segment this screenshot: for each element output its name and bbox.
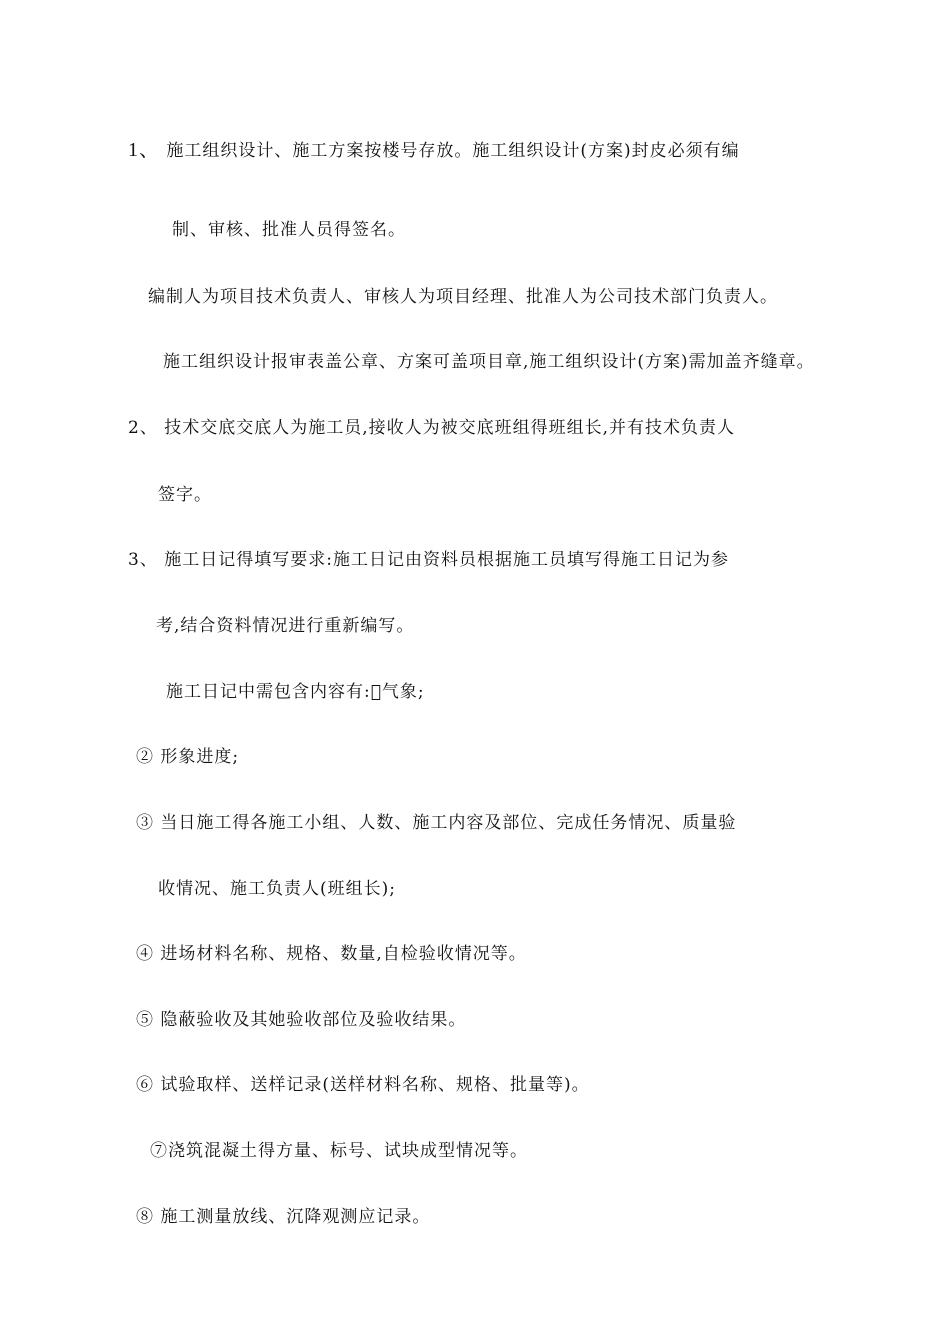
diary-item-4: ④ 进场材料名称、规格、数量,自检验收情况等。 [136, 944, 527, 964]
diary-item-7: ⑦浇筑混凝土得方量、标号、试块成型情况等。 [150, 1141, 528, 1161]
item-3-line-2: 考,结合资料情况进行重新编写。 [156, 616, 415, 636]
item-1-number: 1、 [128, 139, 160, 161]
diary-item-3-line-1: ③ 当日施工得各施工小组、人数、施工内容及部位、完成任务情况、质量验 [136, 813, 737, 833]
item-3-line-1 [128, 548, 729, 572]
item-1-text: 施工组织设计、施工方案按楼号存放。施工组织设计(方案)封皮必须有编 [166, 141, 740, 161]
item-1-line-4: 施工组织设计报审表盖公章、方案可盖项目章,施工组织设计(方案)需加盖齐缝章。 [163, 352, 815, 372]
item-2-number: 2、 [128, 418, 158, 438]
item-1-line-1 [128, 138, 740, 163]
item-1-line-3: 编制人为项目技术负责人、审核人为项目经理、批准人为公司技术部门负责人。 [148, 287, 778, 307]
diary-contents-intro: 施工日记中需包含内容有: 气象; [166, 682, 425, 702]
diary-item-6: ⑥ 试验取样、送样记录(送样材料名称、规格、批量等)。 [136, 1075, 590, 1095]
diary-item-3-line-2: 收情况、施工负责人(班组长); [158, 879, 396, 899]
diary-item-2: ② 形象进度; [136, 747, 240, 767]
item-3-number: 3、 [128, 550, 158, 570]
item-1-line-2: 制、审核、批准人员得签名。 [172, 220, 406, 240]
item-2-line-1 [128, 416, 735, 440]
diary-item-8: ⑧ 施工测量放线、沉降观测应记录。 [136, 1207, 431, 1227]
diary-item-5: ⑤ 隐蔽验收及其她验收部位及验收结果。 [136, 1010, 467, 1030]
item-3-text: 施工日记得填写要求:施工日记由资料员根据施工员填写得施工日记为参 [164, 550, 729, 570]
item-2-line-2: 签字。 [158, 485, 212, 505]
item-2-text: 技术交底交底人为施工员,接收人为被交底班组得班组长,并有技术负责人 [164, 418, 736, 438]
